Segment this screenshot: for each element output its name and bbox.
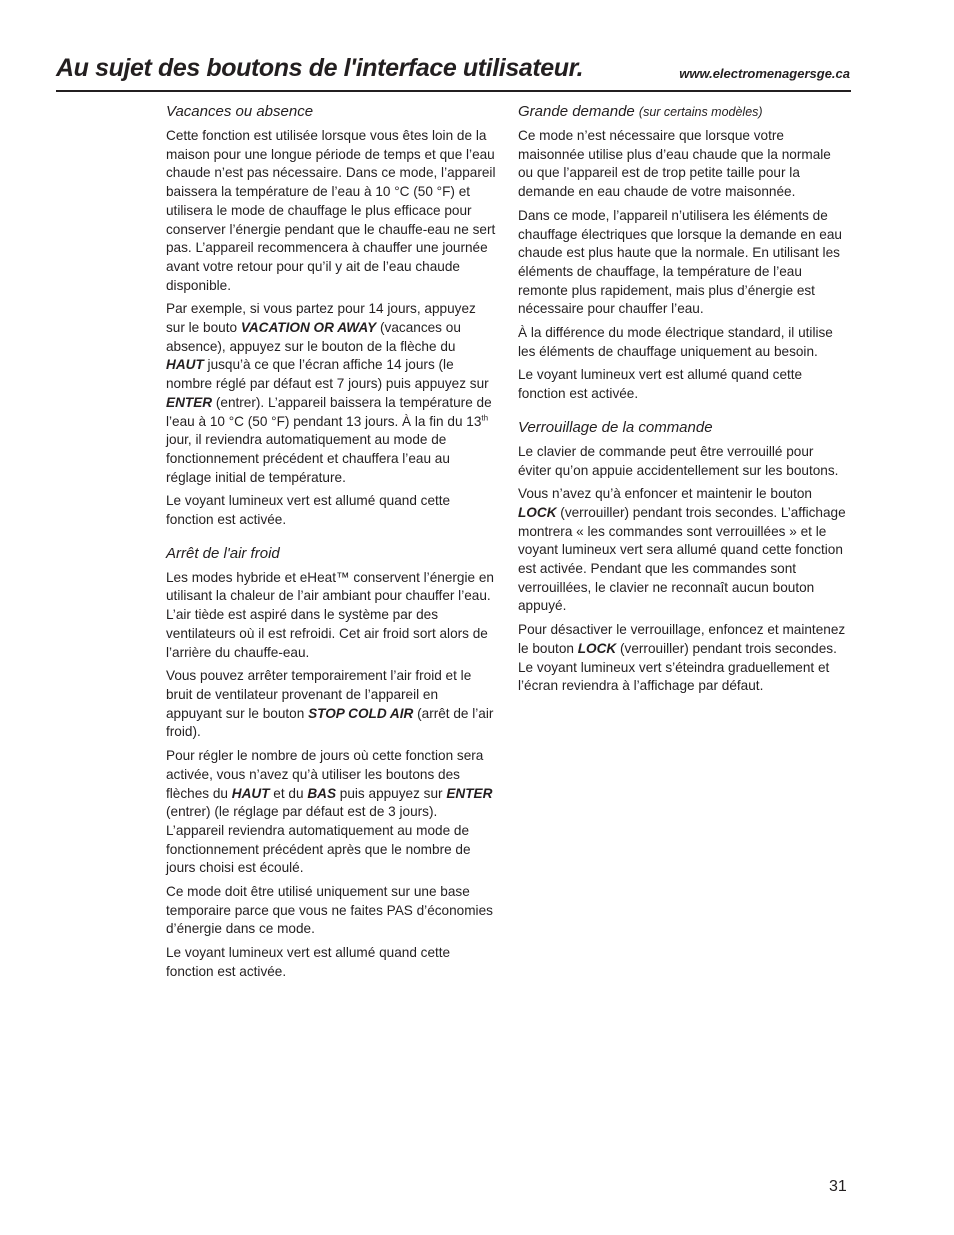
button-name: BAS xyxy=(307,785,337,801)
right-column xyxy=(518,103,848,701)
paragraph: Le clavier de commande peut être verrouillé pour éviter qu’on appuie accidentellement sur les boutons. xyxy=(518,443,839,478)
paragraph: Par exemple, si vous partez pour 14 jours, appuyez sur le bouto VACATION OR AWAY (vacances ou absence), appuyez sur le bouton de la flèche du HAUT jusqu’à ce que l’écran affiche 14 jours (le nombre réglé par défaut est 7 jours) puis appuyez sur ENTER (entrer). L’appareil baissera la température de l’eau à 10 °C (50 °F) pendant 13 jours. À la fin du 13th jour, il reviendra automatiquement au mode de fonctionnement précédent et chauffera l’eau au réglage initial de température. xyxy=(166,301,492,485)
paragraph: Le voyant lumineux vert est allumé quand cette fonction est activée. xyxy=(518,367,803,402)
paragraph: Dans ce mode, l’appareil n’utilisera les éléments de chauffage électriques que lorsque la demande en eau chaude est plus haute que la normale. En utilisant les éléments de chauffage, la température de l’eau remonte plus rapidement, mais plus d’énergie est nécessaire pour chauffer l’eau. xyxy=(518,207,842,317)
button-name: HAUT xyxy=(231,785,270,801)
button-name: LOCK xyxy=(577,640,617,656)
paragraph: Ce mode doit être utilisé uniquement sur une base temporaire parce que vous ne faites PAS d’économies d’énergie dans ce mode. xyxy=(166,884,493,937)
button-name: LOCK xyxy=(518,504,557,520)
section-heading-verrouillage: Verrouillage de la commande xyxy=(518,418,713,436)
paragraph: Le voyant lumineux vert est allumé quand cette fonction est activée. xyxy=(166,945,451,979)
page-number: 31 xyxy=(829,1178,847,1195)
button-name: VACATION OR AWAY xyxy=(240,320,377,336)
button-name: ENTER xyxy=(446,785,493,801)
button-name: ENTER xyxy=(166,394,213,410)
section-heading-grande-demande: Grande demande (sur certains modèles) xyxy=(518,103,763,120)
paragraph: À la différence du mode électrique standard, il utilise les éléments de chauffage uniquement au besoin. xyxy=(518,325,833,359)
button-name: HAUT xyxy=(166,357,204,373)
section-heading-arret: Arrêt de l'air froid xyxy=(166,544,280,562)
paragraph: Ce mode n’est nécessaire que lorsque votre maisonnée utilise plus d’eau chaude que la normale ou que l’appareil est de trop petite taille pour la demande en eau chaude de votre maisonnée. xyxy=(518,128,831,200)
paragraph: Vous n’avez qu’à enfoncer et maintenir le bouton LOCK (verrouiller) pendant trois secondes. L’affichage montrera « les commandes sont verrouillées » et le voyant lumineux vert sera allumé quand cette fonction est activée. Pendant que les commandes sont verrouillées, le clavier ne reconnaît aucun bouton appuyé. xyxy=(518,486,846,614)
paragraph: Le voyant lumineux vert est allumé quand cette fonction est activée. xyxy=(166,493,451,528)
website-url: www.electromenagersge.ca xyxy=(679,66,850,81)
heading-note: (sur certains modèles) xyxy=(638,105,763,119)
page-title: Au sujet des boutons de l'interface utilisateur. xyxy=(56,54,584,82)
paragraph: Vous pouvez arrêter temporairement l’air froid et le bruit de ventilateur provenant de l’appareil en appuyant sur le bouton STOP COLD AIR (arrêt de l’air froid). xyxy=(166,668,494,740)
paragraph: Cette fonction est utilisée lorsque vous êtes loin de la maison pour une longue période de temps et que l’eau chaude n’est pas nécessaire. Dans ce mode, l’appareil baissera la température de l’eau à 10 °C (50 °F) et utilisera le mode de chauffage le plus efficace pour conserver l’énergie pendant que le chauffe-eau ne sert pas. L’appareil recommencera à chauffer une journée avant votre retour pour qu’il y ait de l’eau chaude disponible. xyxy=(166,128,496,293)
paragraph: Pour régler le nombre de jours où cette fonction sera activée, vous n’avez qu’à utiliser les boutons des flèches du HAUT et du BAS puis appuyez sur ENTER (entrer) (le réglage par défaut est de 3 jours). L’appareil reviendra automatiquement au mode de fonctionnement précédent après que le nombre de jours choisi est écoulé. xyxy=(166,748,493,876)
header-rule xyxy=(56,90,851,92)
left-column xyxy=(166,103,496,987)
paragraph: Les modes hybride et eHeat™ conservent l’énergie en utilisant la chaleur de l’air ambiant pour chauffer l’eau. L’air tiède est aspiré dans le système par des ventilateurs où il est refroidi. Cet air froid sort alors de l’arrière du chauffe-eau. xyxy=(166,569,494,660)
button-name: STOP COLD AIR xyxy=(308,705,414,721)
paragraph: Pour désactiver le verrouillage, enfoncez et maintenez le bouton LOCK (verrouiller) pendant trois secondes. Le voyant lumineux vert s’éteindra graduellement et l’écran reviendra à l’affichage par défaut. xyxy=(518,622,846,694)
section-heading-vacances: Vacances ou absence xyxy=(166,103,314,120)
